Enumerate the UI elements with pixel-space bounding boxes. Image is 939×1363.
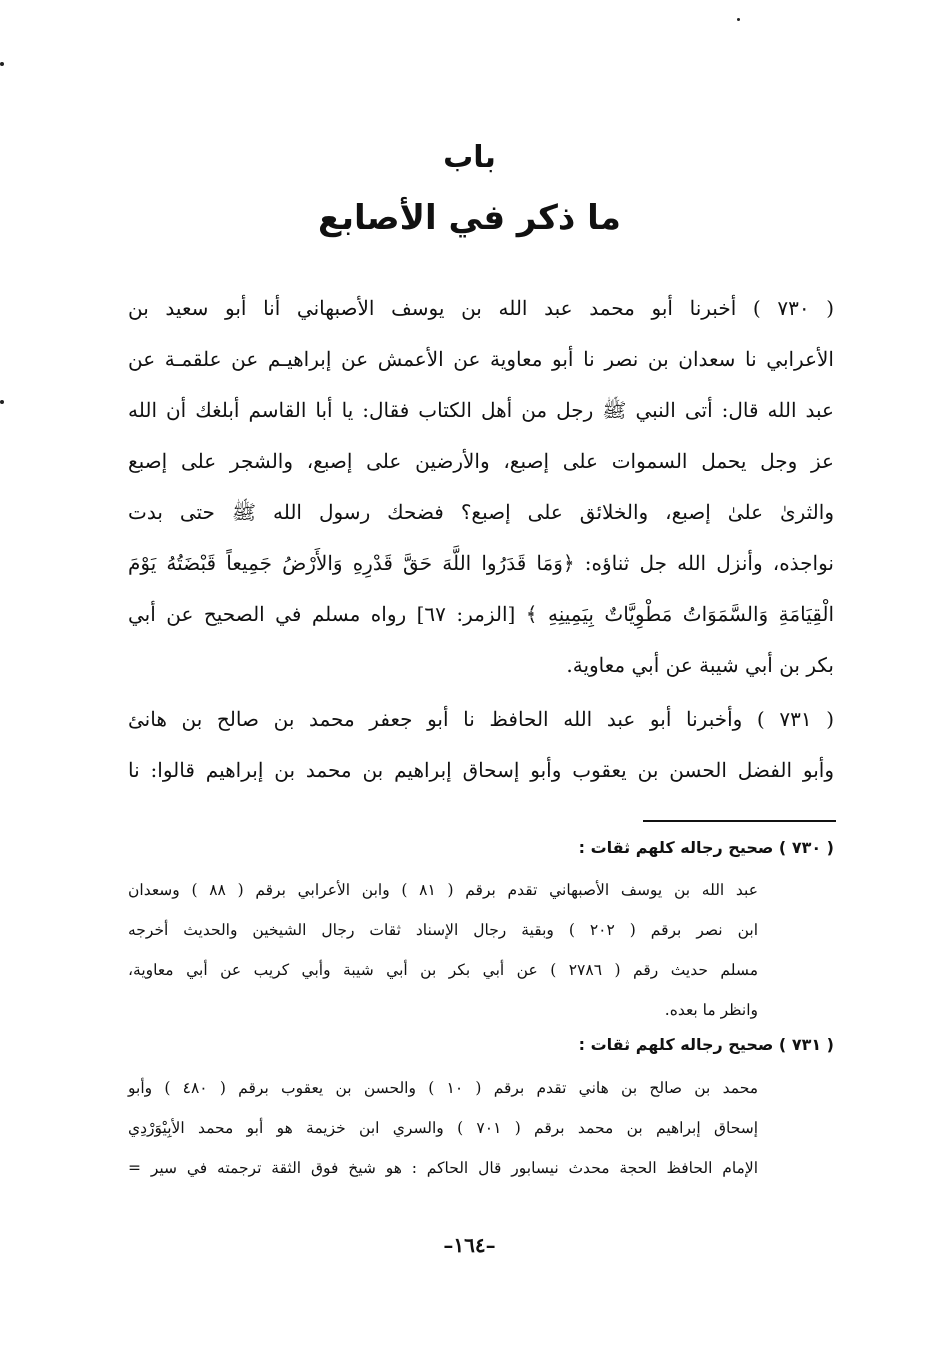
text-line: والثرىٰ علىٰ إصبع، والخلائق على إصبع؟ فضحك رسول الله ﷺ حتى بدت xyxy=(128,500,834,524)
footnote-line: محمد بن صالح بن هاني تقدم برقم ( ١٠ ) والحسن بن يعقوب برقم ( ٤٨٠ ) وأبو xyxy=(128,1079,759,1097)
text-line: عبد الله قال: أتى النبي ﷺ رجل من أهل الكتاب فقال: يا أبا القاسم أبلغك أن الله xyxy=(128,398,834,422)
margin-mark xyxy=(0,62,4,66)
text-line: الْقِيَامَةِ وَالسَّمَوَاتُ مَطْوِيَّاتٌ بِيَمِينِهِ ﴾ [الزمر: ٦٧] رواه مسلم في الصحيح عن أبي xyxy=(128,602,834,626)
text-line: ( ٧٣١ ) وأخبرنا أبو عبد الله الحافظ نا أبو جعفر محمد بن صالح بن هانئ xyxy=(128,707,834,731)
chapter-heading: باب xyxy=(443,140,496,175)
page-number: –١٦٤– xyxy=(443,1233,496,1257)
text-line: ( ٧٣٠ ) أخبرنا أبو محمد عبد الله بن يوسف الأصبهاني أنا أبو سعيد بن xyxy=(128,296,834,320)
footnote-line: مسلم حديث رقم ( ٢٧٨٦ ) عن أبي بكر بن أبي شيبة وأبي كريب عن أبي معاوية، xyxy=(128,961,759,979)
hadith-730-paragraph xyxy=(128,283,834,691)
footnote-730-body xyxy=(128,870,758,1030)
text-line: بكر بن أبي شيبة عن أبي معاوية. xyxy=(566,653,834,677)
footnote-line: الإمام الحافظ الحجة محدث نيسابور قال الحاكم : هو شيخ فوق الثقة ترجمته في سير = xyxy=(128,1159,758,1177)
text-line: عز وجل يحمل السموات على إصبع، والأرضين على إصبع، والشجر على إصبع xyxy=(128,449,834,473)
footnote-line: وانظر ما بعده. xyxy=(664,1001,758,1019)
footnote-line: إسحاق إبراهيم بن محمد برقم ( ٧٠١ ) والسري ابن خزيمة هو أبو محمد الأبِيْوَرْدِي xyxy=(128,1119,758,1137)
chapter-title: ما ذكر في الأصابع xyxy=(318,198,621,238)
footnote-line: عبد الله بن يوسف الأصبهاني تقدم برقم ( ٨١ ) وابن الأعرابي برقم ( ٨٨ ) وسعدان xyxy=(128,881,758,899)
footnote-line: ابن نصر برقم ( ٢٠٢ ) وبقية رجال الإسناد ثقات رجال الشيخين والحديث أخرجه xyxy=(128,921,759,939)
footnote-separator xyxy=(643,820,836,822)
text-line: وأبو الفضل الحسن بن يعقوب وأبو إسحاق إبراهيم بن محمد بن إبراهيم قالوا: نا xyxy=(128,758,834,782)
footnote-731-body xyxy=(128,1068,758,1188)
text-line: الأعرابي نا سعدان بن نصر نا أبو معاوية عن الأعمش عن إبراهيـم عن علقمـة عن xyxy=(128,347,834,371)
hadith-731-paragraph xyxy=(128,694,834,796)
margin-mark xyxy=(737,18,740,21)
margin-mark xyxy=(0,400,4,404)
text-line: نواجذه، وأنزل الله جل ثناؤه: ﴿وَمَا قَدَرُوا اللَّهَ حَقَّ قَدْرِهِ وَالأَرْضُ جَمِيعاً قَبْضَتُهُ يَوْمَ xyxy=(128,551,834,575)
footnote-730-title: ( ٧٣٠ ) صحيح رجاله كلهم ثقات : xyxy=(578,838,834,857)
footnote-731-title: ( ٧٣١ ) صحيح رجاله كلهم ثقات : xyxy=(578,1035,834,1054)
